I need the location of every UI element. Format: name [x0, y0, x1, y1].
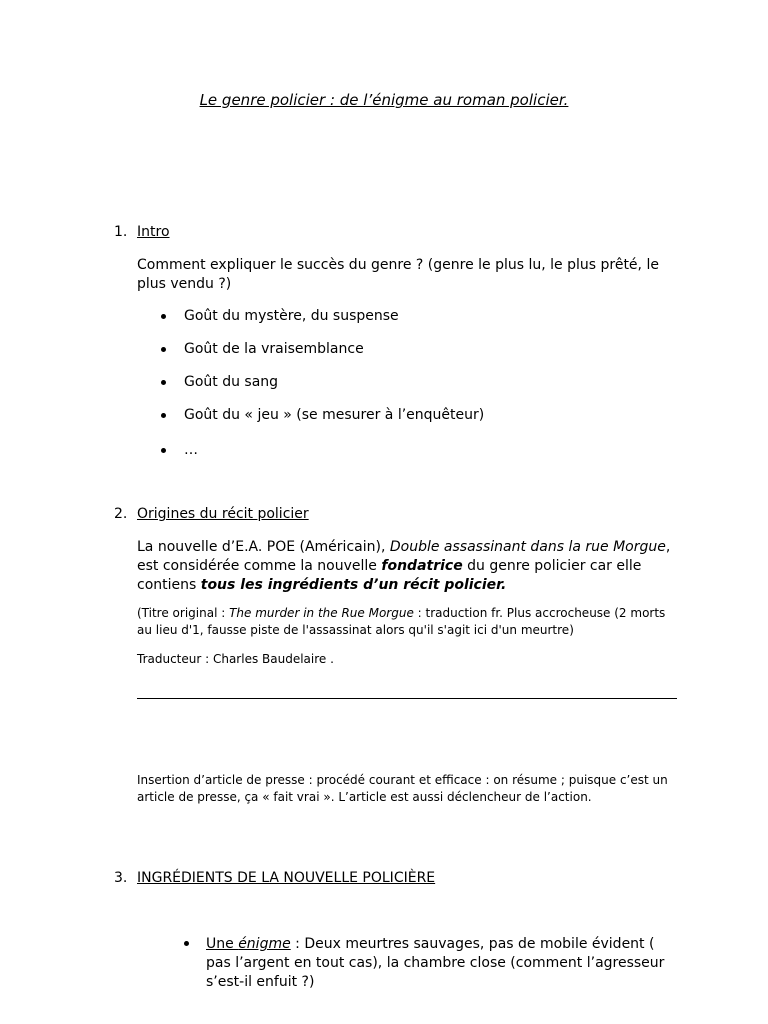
bullet-dot: [161, 314, 166, 319]
bullet-dot: [161, 413, 166, 418]
original-title-note: [137, 605, 677, 639]
emphasis-text: tous les ingrédients d’un récit policier.: [200, 577, 507, 593]
section-2-number: 2.: [114, 506, 128, 522]
section-3-number: 3.: [114, 870, 128, 886]
emphasis-text: fondatrice: [381, 558, 463, 574]
note-text: : traduction fr. Plus accrocheuse (2 morts au lieu d'1, fausse piste de l'assassinat alors qu'il s'agit ici d'un meurtre): [137, 606, 666, 637]
document-title: Le genre policier : de l’énigme au roman policier.: [199, 91, 569, 109]
section-1-number: 1.: [114, 224, 128, 240]
horizontal-rule: [137, 698, 677, 699]
insertion-paragraph: Insertion d’article de presse : procédé courant et efficace : on résume ; puisque c’est un article de presse, ça « fait vrai ». L’article est aussi déclencheur de l’action.: [137, 773, 668, 804]
section-2-paragraph: [137, 538, 677, 595]
section-3-bullet: [206, 935, 668, 992]
paragraph-text: du genre policier car elle contiens: [137, 558, 642, 593]
section-1-bullet: Goût du mystère, du suspense: [184, 308, 399, 324]
bullet-label: Une: [206, 936, 239, 952]
section-3-heading: INGRÉDIENTS DE LA NOUVELLE POLICIÈRE: [137, 870, 436, 886]
original-title: The murder in the Rue Morgue: [229, 606, 414, 620]
section-1-bullet: Goût du « jeu » (se mesurer à l’enquêteur): [184, 407, 485, 423]
section-1-bullet: Goût de la vraisemblance: [184, 341, 364, 357]
paragraph-text: , est considérée comme la nouvelle: [137, 539, 671, 574]
section-1-bullet: Goût du sang: [184, 374, 279, 390]
section-1-heading: Intro: [137, 224, 170, 240]
section-1-question: Comment expliquer le succès du genre ? (genre le plus lu, le plus prêté, le plus vendu ?): [137, 257, 659, 292]
enigme-term: énigme: [238, 936, 291, 952]
bullet-dot: [161, 448, 166, 453]
bullet-dot: [184, 941, 189, 946]
note-text: (Titre original :: [137, 606, 230, 620]
story-title: Double assassinant dans la rue Morgue: [389, 539, 666, 555]
bullet-dot: [161, 347, 166, 352]
bullet-text: : Deux meurtres sauvages, pas de mobile évident ( pas l’argent en tout cas), la chambre close (comment l’agresseur s’est-il enfuit ?): [206, 936, 665, 990]
translator-line: Traducteur : Charles Baudelaire .: [137, 652, 334, 666]
section-1-bullet: …: [184, 442, 198, 458]
section-2-heading: Origines du récit policier: [137, 506, 309, 522]
paragraph-text: La nouvelle d’E.A. POE (Américain),: [137, 539, 390, 555]
bullet-dot: [161, 380, 166, 385]
